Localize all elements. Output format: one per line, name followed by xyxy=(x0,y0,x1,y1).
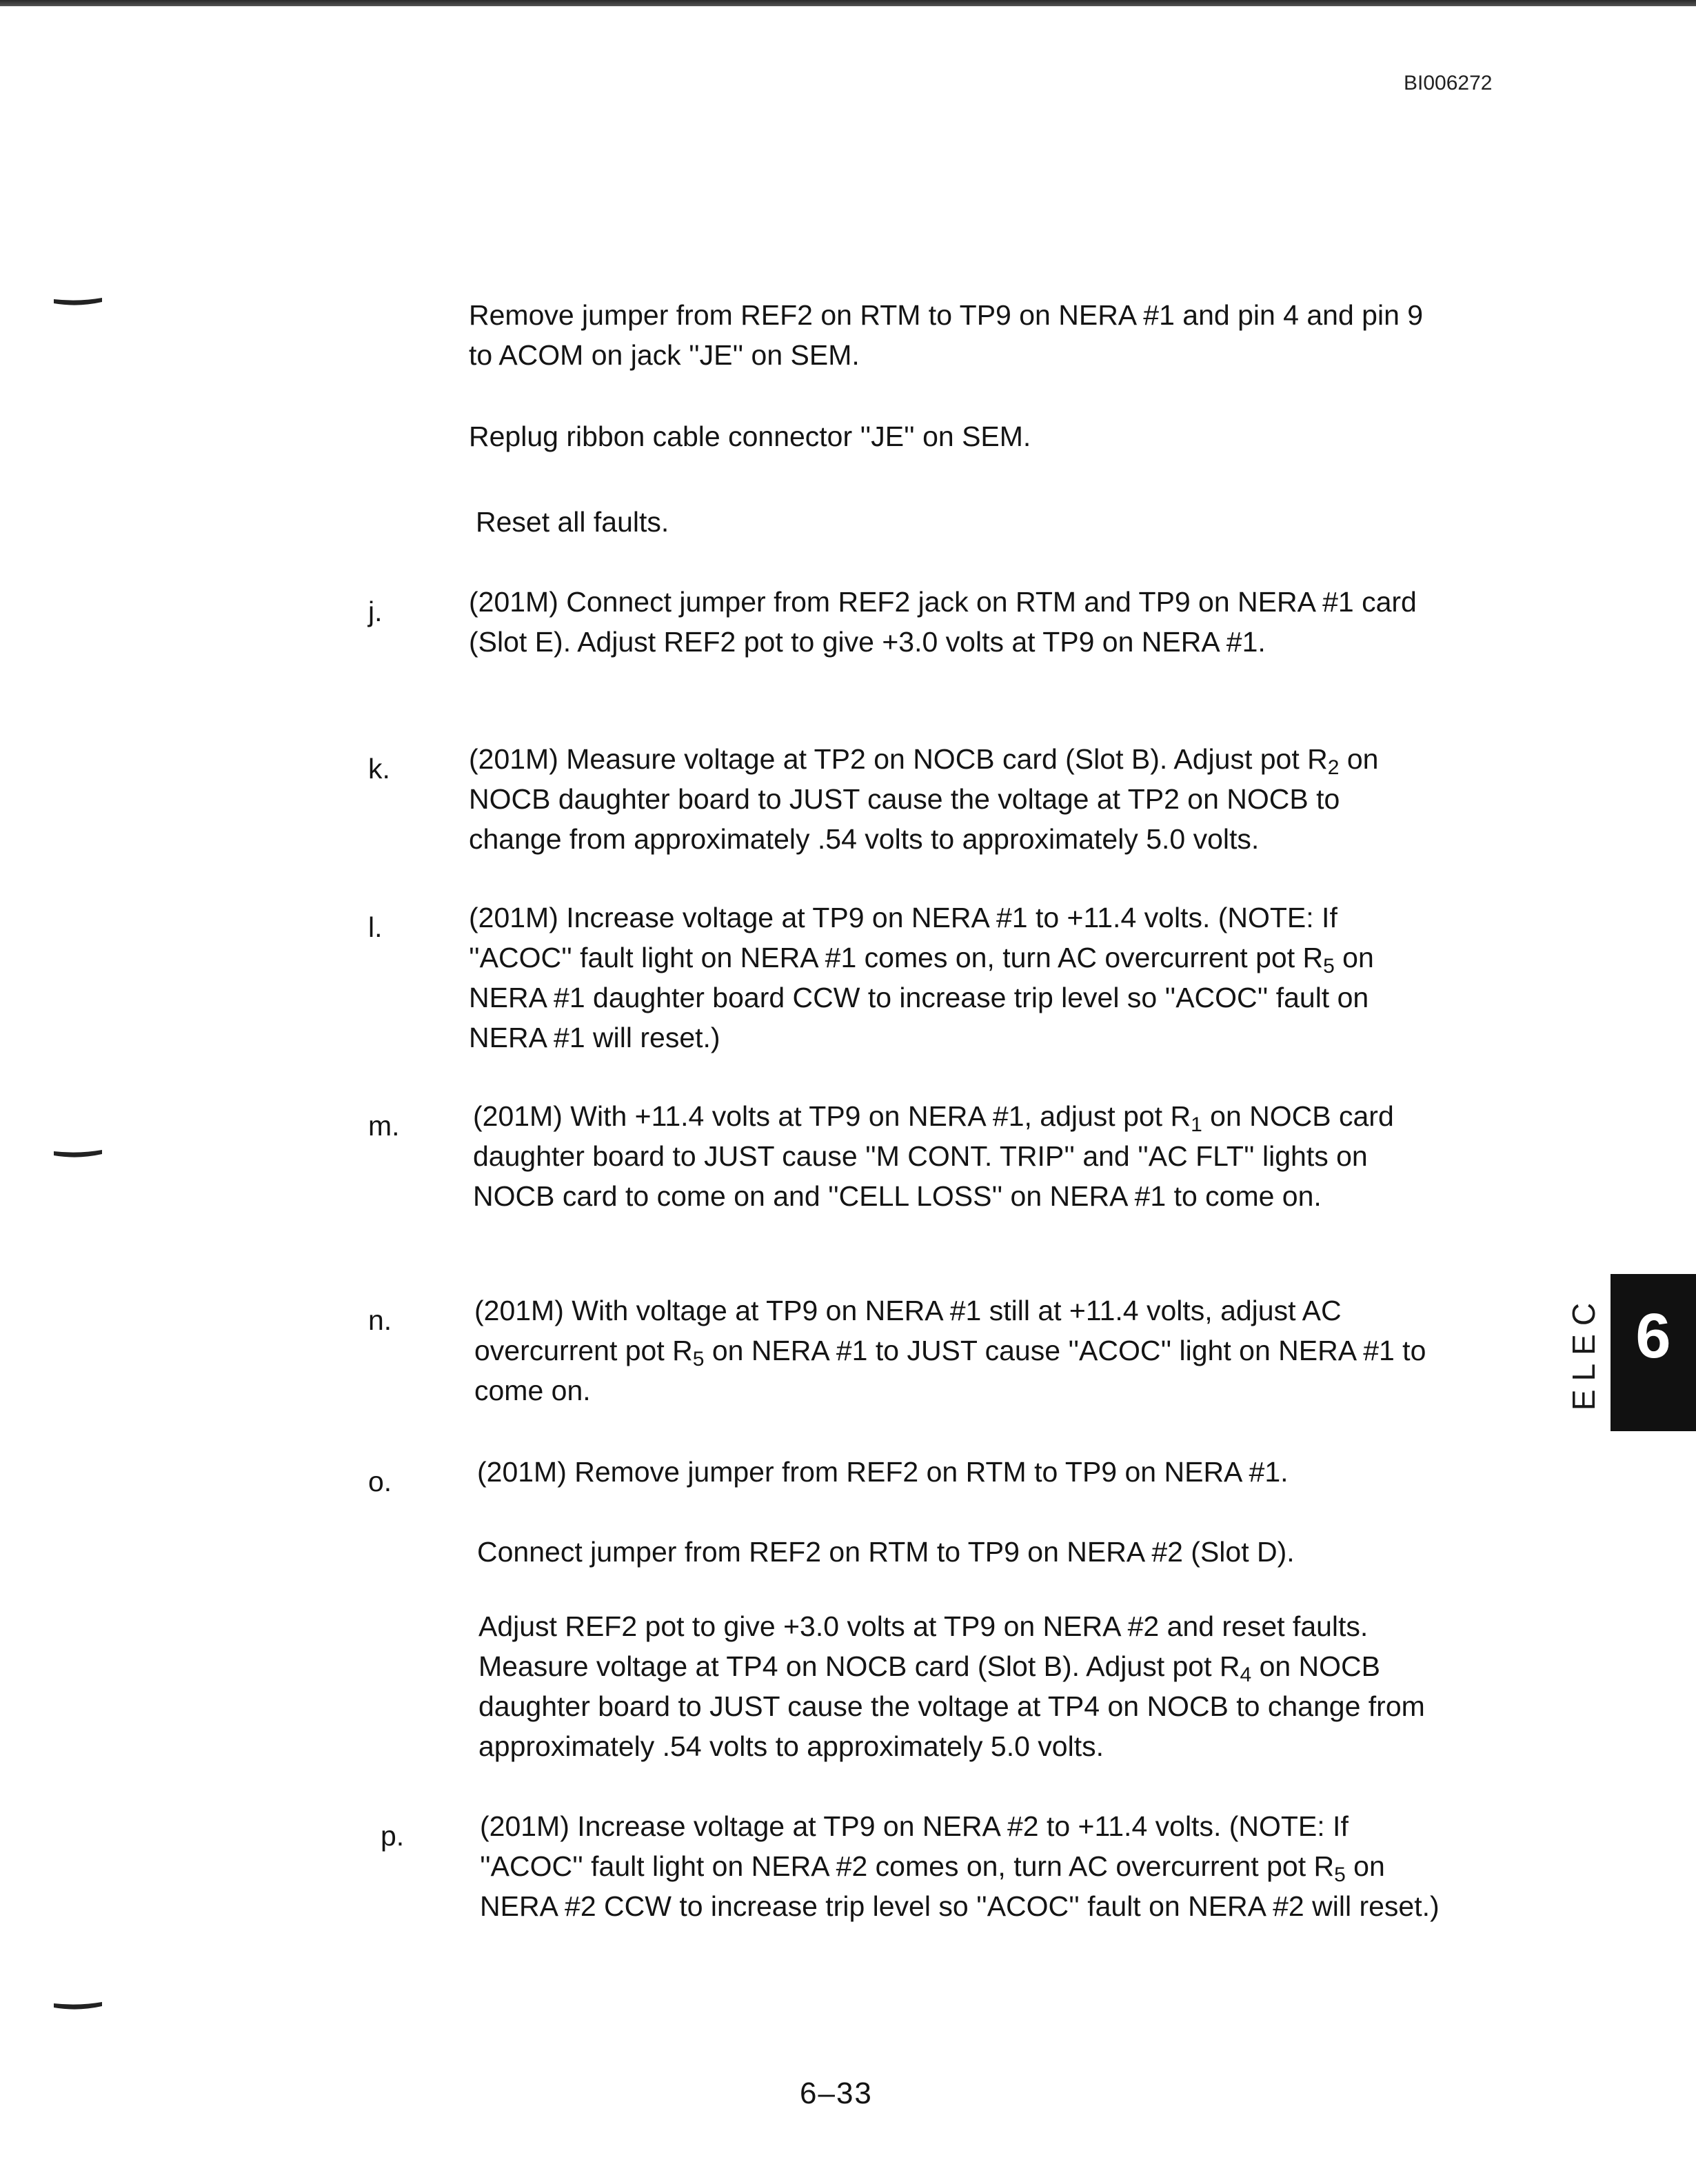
page-number: 6–33 xyxy=(800,2076,873,2110)
section-tab xyxy=(1611,1274,1696,1431)
step-j-text: (201M) Connect jumper from REF2 jack on RTM and TP9 on NERA #1 card (Slot E). Adjust REF2 pot to give +3.0 volts at TP9 on NERA #1. xyxy=(469,586,1417,658)
section-tab-number: 6 xyxy=(1635,1301,1671,1371)
document-id: BI006272 xyxy=(1404,72,1493,94)
punch-mark-icon xyxy=(54,1999,102,2012)
section-tab-label: ELEC xyxy=(1566,1294,1602,1411)
step-o-text-2: Connect jumper from REF2 on RTM to TP9 on NERA #2 (Slot D). xyxy=(477,1536,1295,1568)
step-label-k: k. xyxy=(368,753,390,785)
step-o-text-1: (201M) Remove jumper from REF2 on RTM to TP9 on NERA #1. xyxy=(477,1456,1289,1488)
step-label-o: o. xyxy=(368,1466,392,1497)
step-label-m: m. xyxy=(368,1110,400,1142)
step-label-n: n. xyxy=(368,1304,392,1336)
step-k-text: (201M) Measure voltage at TP2 on NOCB card (Slot B). Adjust pot $R_2$ on NOCB daughter board to JUST cause the voltage at TP2 on NOCB to change from approximately .54 volts to approximately 5.0 volts. xyxy=(469,743,1379,855)
step-label-l: l. xyxy=(368,911,383,943)
step-label-j: j. xyxy=(368,596,383,627)
intro-paragraph-reset: Reset all faults. xyxy=(476,506,669,538)
step-n-text: (201M) With voltage at TP9 on NERA #1 still at +11.4 volts, adjust AC overcurrent pot $R_5$ on NERA #1 to JUST cause ''ACOC'' light on NERA #1 to come on. xyxy=(474,1295,1426,1406)
step-m-text: (201M) With +11.4 volts at TP9 on NERA #1, adjust pot $R_1$ on NOCB card daughter board to JUST cause ''M CONT. TRIP'' and ''AC FLT'' lights on NOCB card to come on and ''CELL LOSS'' on NERA #1 to come on. xyxy=(473,1100,1394,1212)
step-o-text-3: Adjust REF2 pot to give +3.0 volts at TP9 on NERA #2 and reset faults. Measure voltage at TP4 on NOCB card (Slot B). Adjust pot $R_4$ on NOCB daughter board to JUST cause the voltage at TP4 on NOCB to change from approximately .54 volts to approximately 5.0 volts. xyxy=(478,1610,1425,1762)
step-p-text: (201M) Increase voltage at TP9 on NERA #2 to +11.4 volts. (NOTE: If ''ACOC'' fault light on NERA #2 comes on, turn AC overcurrent pot $R_5$ on NERA #2 CCW to increase trip level so ''ACOC'' fault on NERA #2 will reset.) xyxy=(480,1810,1440,1922)
intro-paragraph-replug: Replug ribbon cable connector ''JE'' on SEM. xyxy=(469,421,1031,452)
punch-mark-icon xyxy=(54,1147,102,1160)
step-label-p: p. xyxy=(381,1820,405,1852)
punch-mark-icon xyxy=(54,295,102,307)
top-scan-border xyxy=(0,0,1696,6)
intro-paragraph-remove-jumper: Remove jumper from REF2 on RTM to TP9 on NERA #1 and pin 4 and pin 9 to ACOM on jack ''JE'' on SEM. xyxy=(469,299,1424,371)
step-l-text: (201M) Increase voltage at TP9 on NERA #1 to +11.4 volts. (NOTE: If ''ACOC'' fault light on NERA #1 comes on, turn AC overcurrent pot $R_5$ on NERA #1 daughter board CCW to increase trip level so ''ACOC'' fault on NERA #1 will reset.) xyxy=(469,902,1374,1053)
